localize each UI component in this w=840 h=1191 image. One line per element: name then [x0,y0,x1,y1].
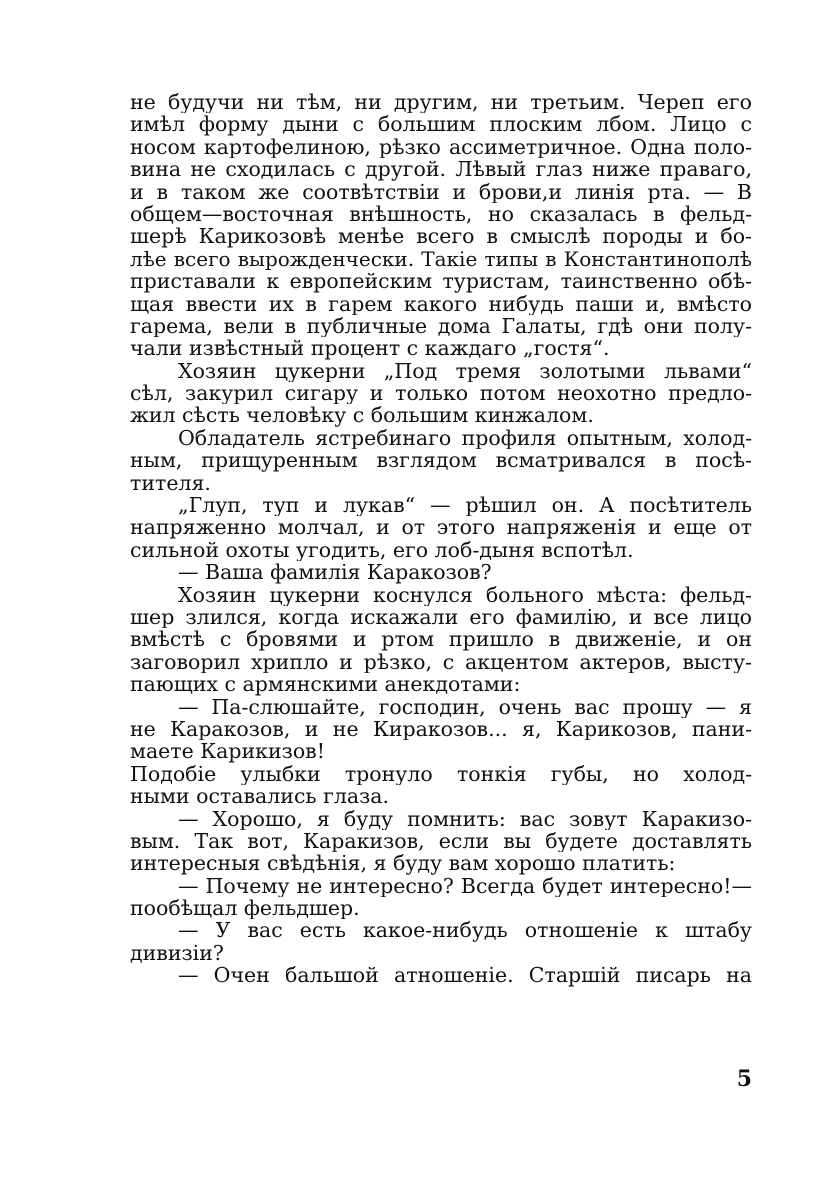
text-line: ным, прищуренным взглядом всматривался в посѣ- [130,449,752,472]
text-line: не Каракозов, и не Киракозов... я, Карикозов, пани- [130,717,752,741]
text-line: дивизіи? [130,941,224,965]
text-line: Хозяин цукерни коснулся больного мѣста: фельд- [178,583,752,606]
text-line: заговорил хрипло и рѣзко, с акцентом актеров, высту- [130,650,752,674]
text-line: лѣе всего вырожденчески. Такіе типы в Константинополѣ [130,247,752,271]
text-line: шерѣ Карикозовѣ менѣе всего в смыслѣ породы и бо- [130,225,752,248]
text-line: — У вас есть какое-нибудь отношеніе к штабу [178,919,752,942]
text-line: Хозяин цукерни „Под тремя золотыми львами“ [178,359,752,383]
page-number: 5 [736,1066,752,1092]
text-line: жил сѣсть человѣку с большим кинжалом. [130,404,594,427]
text-line: — Почему не интересно? Всегда будет интересно!— [178,874,752,898]
text-line: имѣл форму дыни с большим плоским лбом. Лицо с [130,113,752,136]
text-line: носом картофелиною, рѣзко ассиметричное. Одна поло- [130,135,752,159]
text-line: сильной охоты угодить, его лоб-дыня вспотѣл. [130,538,634,562]
text-line: чали извѣстный процент с каждаго „гостя“. [130,337,610,360]
text-line: и в таком же соотвѣтствіи и брови,и линія рта. — В [130,180,752,203]
text-line: шер злился, когда искажали его фамилію, и все лицо [130,605,752,629]
text-line: пающих с армянскими анекдотами: [130,673,521,696]
text-line: пообѣщал фельдшер. [130,897,360,920]
text-line: интересныя свѣдѣнія, я буду вам хорошо платить: [130,852,676,875]
text-line: маете Карикизов! [130,740,325,763]
page-text [130,91,752,987]
text-line: вина не сходилась с другой. Лѣвый глаз ниже праваго, [130,158,752,181]
text-line: вым. Так вот, Каракизов, если вы будете доставлять [130,829,752,853]
text-line: „Глуп, туп и лукав“ — рѣшил он. А посѣтитель [178,494,752,517]
text-line: — Па-слюшайте, господин, очень вас прошу — я [178,695,752,718]
text-line: — Очен бальшой атношеніе. Старшій писарь на [178,964,752,987]
text-line: приставали к европейским туристам, таинственно обѣ- [130,270,752,293]
text-line: — Ваша фамилія Каракозов? [178,561,492,584]
text-line: не будучи ни тѣм, ни другим, ни третьим. Череп его [130,91,752,114]
text-line: напряженно молчал, и от этого напряженія и еще от [130,516,752,539]
text-line: щая ввести их в гарем какого нибудь паши и, вмѣсто [130,292,752,315]
text-line: — Хорошо, я буду помнить: вас зовут Каракизо- [178,807,752,830]
text-line: гарема, вели в публичные дома Галаты, гдѣ они полу- [130,314,752,338]
text-line: ными оставались глаза. [130,785,390,808]
text-line: Обладатель ястребинаго профиля опытным, холод- [178,426,752,450]
text-line: Подобіе улыбки тронуло тонкія губы, но холод- [130,762,752,786]
text-line: сѣл, закурил сигару и только потом неохотно предло- [130,382,752,405]
text-line: тителя. [130,471,211,495]
text-line: вмѣстѣ с бровями и ртом пришло в движеніе, и он [130,628,752,651]
text-line: общем—восточная внѣшность, но сказалась в фельд- [130,202,752,226]
